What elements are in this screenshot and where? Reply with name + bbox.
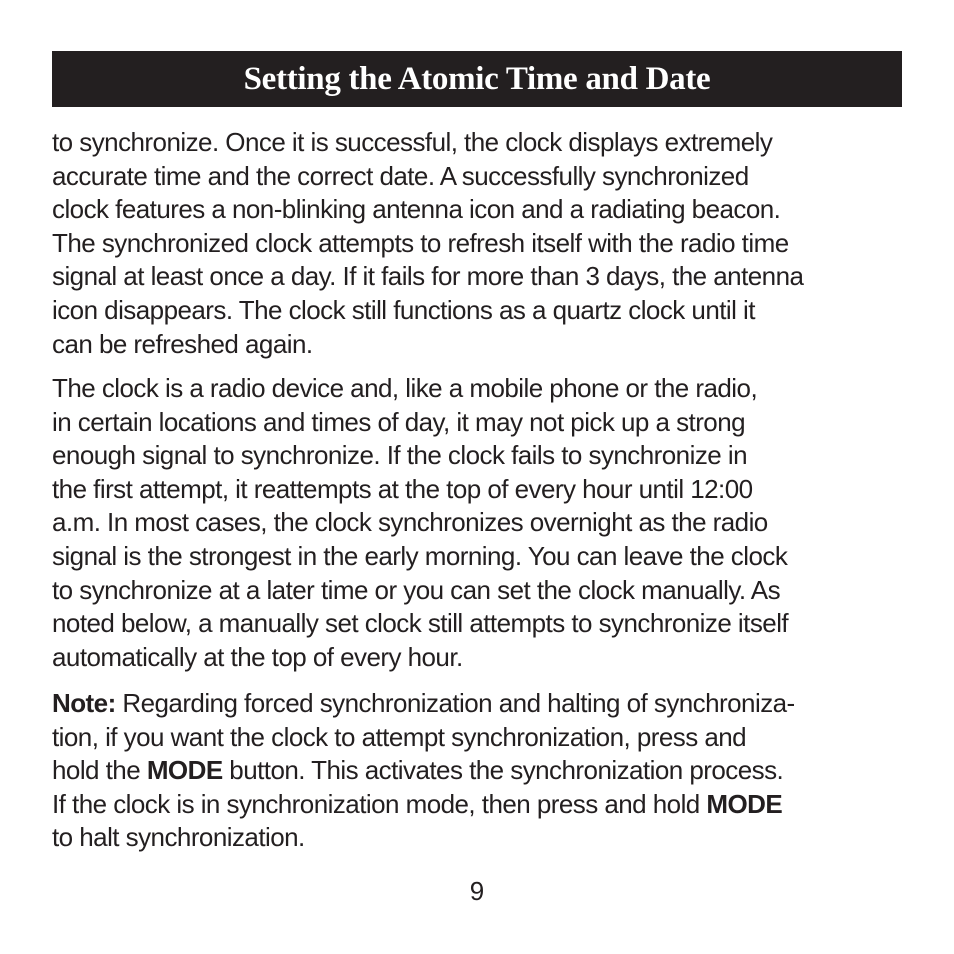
section-title: Setting the Atomic Time and Date <box>243 60 711 97</box>
mode-button-name: MODE <box>706 788 783 819</box>
text-line: signal at least once a day. If it fails for more than 3 days, the antenna <box>52 261 804 292</box>
text-line: to synchronize. Once it is successful, the clock displays extremely <box>52 127 773 157</box>
text-line <box>52 788 912 822</box>
text-line: can be refreshed again. <box>52 328 313 359</box>
text-line: clock features a non-blinking antenna icon and a radiating beacon. <box>52 194 781 225</box>
text-line: The clock is a radio device and, like a mobile phone or the radio, <box>52 373 758 403</box>
text-line: noted below, a manually set clock still attempts to synchronize itself <box>52 608 789 639</box>
paragraph-sync-success <box>52 126 912 361</box>
note-text: If the clock is in synchronization mode, then press and hold <box>52 788 707 819</box>
text-line: signal is the strongest in the early morning. You can leave the clock <box>52 540 788 571</box>
mode-button-name: MODE <box>146 755 223 786</box>
note-label: Note: <box>52 688 116 718</box>
text-line: icon disappears. The clock still functions as a quartz clock until it <box>52 294 755 325</box>
text-line: accurate time and the correct date. A successfully synchronized <box>52 160 749 191</box>
text-line: the first attempt, it reattempts at the top of every hour until 12:00 <box>52 473 753 504</box>
section-header-bar <box>52 51 902 107</box>
page-number: 9 <box>469 876 485 906</box>
text-line <box>52 754 912 788</box>
text-line <box>52 687 912 721</box>
text-line: The synchronized clock attempts to refresh itself with the radio time <box>52 227 789 258</box>
note-text: Regarding forced synchronization and halting of synchroniza- <box>115 688 795 718</box>
note-text: button. This activates the synchronization process. <box>222 755 784 786</box>
text-line: a.m. In most cases, the clock synchronizes overnight as the radio <box>52 507 768 538</box>
text-line: tion, if you want the clock to attempt synchronization, press and <box>52 721 747 752</box>
text-line: automatically at the top of every hour. <box>52 641 463 672</box>
text-line: to synchronize at a later time or you can set the clock manually. As <box>52 574 781 605</box>
text-line: in certain locations and times of day, it may not pick up a strong <box>52 406 746 437</box>
note-paragraph <box>52 687 912 855</box>
text-line: to halt synchronization. <box>52 822 305 853</box>
text-line: enough signal to synchronize. If the clock fails to synchronize in <box>52 440 747 471</box>
paragraph-radio-device <box>52 372 912 674</box>
note-text: hold the <box>52 755 147 786</box>
